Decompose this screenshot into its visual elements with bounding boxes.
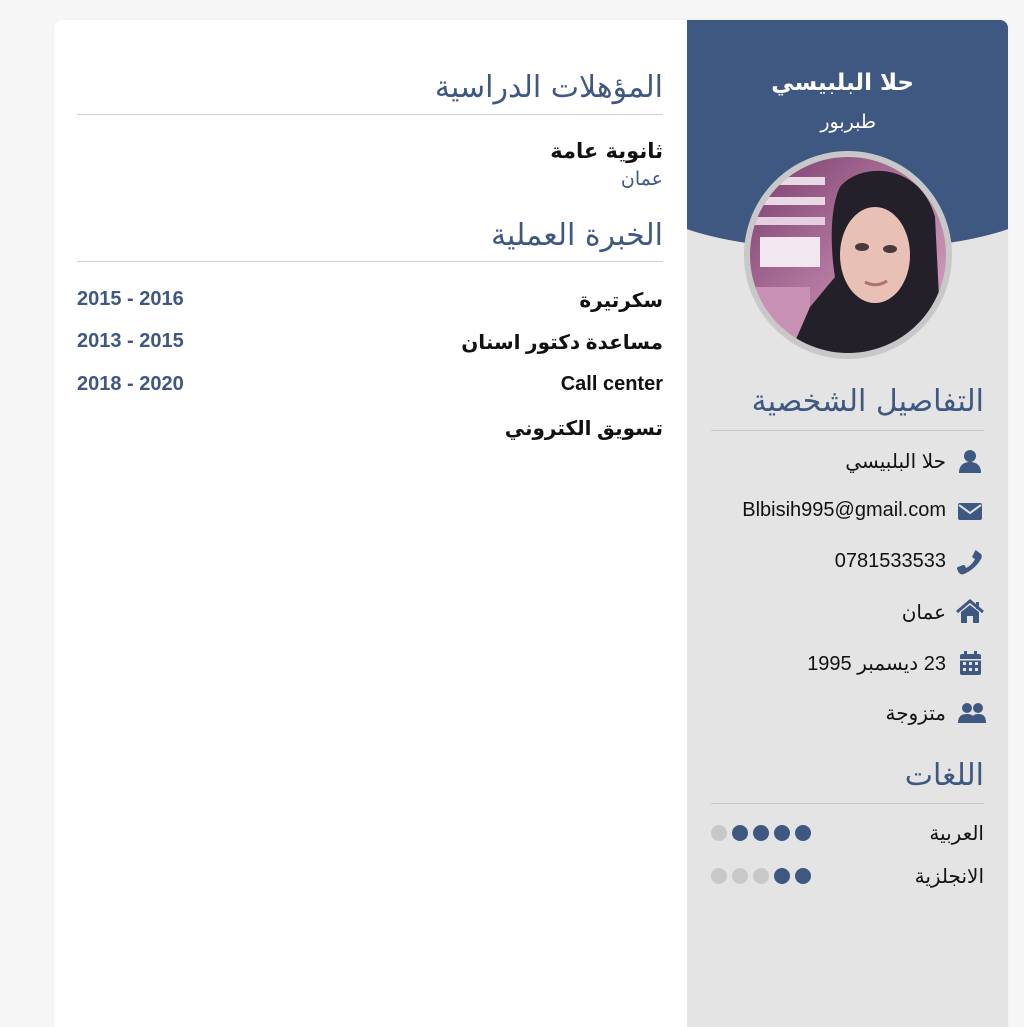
- avatar: [744, 151, 952, 359]
- level-dot-empty: [753, 868, 769, 884]
- resume-card: [54, 20, 1008, 1027]
- language-row: [711, 862, 984, 892]
- experience-item: [77, 288, 663, 318]
- level-dot-filled: [774, 868, 790, 884]
- home-icon: [956, 599, 984, 625]
- languages-divider: [711, 803, 984, 804]
- job-period: 2018 - 2020: [77, 373, 184, 395]
- experience-item: [77, 416, 663, 446]
- level-dot-empty: [711, 825, 727, 841]
- detail-birthdate: 23 ديسمبر 1995: [807, 653, 946, 675]
- language-level-dots: [711, 825, 816, 843]
- language-row: [711, 819, 984, 849]
- language-label: الانجلزية: [914, 864, 984, 888]
- level-dot-filled: [795, 825, 811, 841]
- personal-details-divider: [711, 430, 984, 431]
- languages-heading: اللغات: [904, 758, 984, 793]
- calendar-icon: [956, 650, 984, 676]
- education-place: عمان: [620, 168, 663, 190]
- user-icon: [956, 448, 984, 474]
- level-dot-empty: [711, 868, 727, 884]
- level-dot-filled: [753, 825, 769, 841]
- users-icon: [956, 700, 988, 726]
- language-label: العربية: [929, 821, 984, 845]
- detail-marital-status: متزوجة: [885, 703, 946, 725]
- education-divider: [77, 114, 663, 115]
- job-title: سكرتيرة: [579, 290, 663, 312]
- detail-city-row: [711, 597, 984, 627]
- profile-name: حلا البلبيسي: [771, 70, 914, 96]
- detail-name: حلا البلبيسي: [845, 451, 946, 473]
- detail-phone-row: [711, 547, 984, 577]
- level-dot-empty: [732, 868, 748, 884]
- experience-item: [77, 330, 663, 360]
- detail-email[interactable]: Blbisih995@gmail.com: [742, 499, 946, 521]
- personal-details-heading: التفاصيل الشخصية: [751, 384, 984, 419]
- job-title: Call center: [560, 373, 663, 395]
- profile-location: طبربور: [820, 111, 876, 133]
- phone-icon: [956, 549, 984, 575]
- avatar-photo: [750, 157, 946, 353]
- envelope-icon: [956, 498, 984, 524]
- experience-heading: الخبرة العملية: [490, 218, 663, 253]
- detail-email-row: [711, 496, 984, 526]
- detail-marital-row: [711, 698, 984, 728]
- detail-city: عمان: [901, 602, 946, 624]
- level-dot-filled: [732, 825, 748, 841]
- experience-item: [77, 373, 663, 403]
- education-degree: ثانوية عامة: [550, 139, 663, 163]
- level-dot-filled: [795, 868, 811, 884]
- experience-divider: [77, 261, 663, 262]
- job-title: تسويق الكتروني: [504, 418, 663, 440]
- job-period: 2013 - 2015: [77, 330, 184, 352]
- detail-birthdate-row: [711, 648, 984, 678]
- job-period: 2015 - 2016: [77, 288, 184, 310]
- main-column: [54, 20, 687, 1027]
- education-heading: المؤهلات الدراسية: [434, 70, 663, 105]
- level-dot-filled: [774, 825, 790, 841]
- job-title: مساعدة دكتور اسنان: [461, 332, 663, 354]
- detail-name-row: [711, 446, 984, 476]
- language-level-dots: [711, 868, 816, 886]
- detail-phone[interactable]: 0781533533: [834, 550, 946, 572]
- sidebar: [687, 20, 1008, 1027]
